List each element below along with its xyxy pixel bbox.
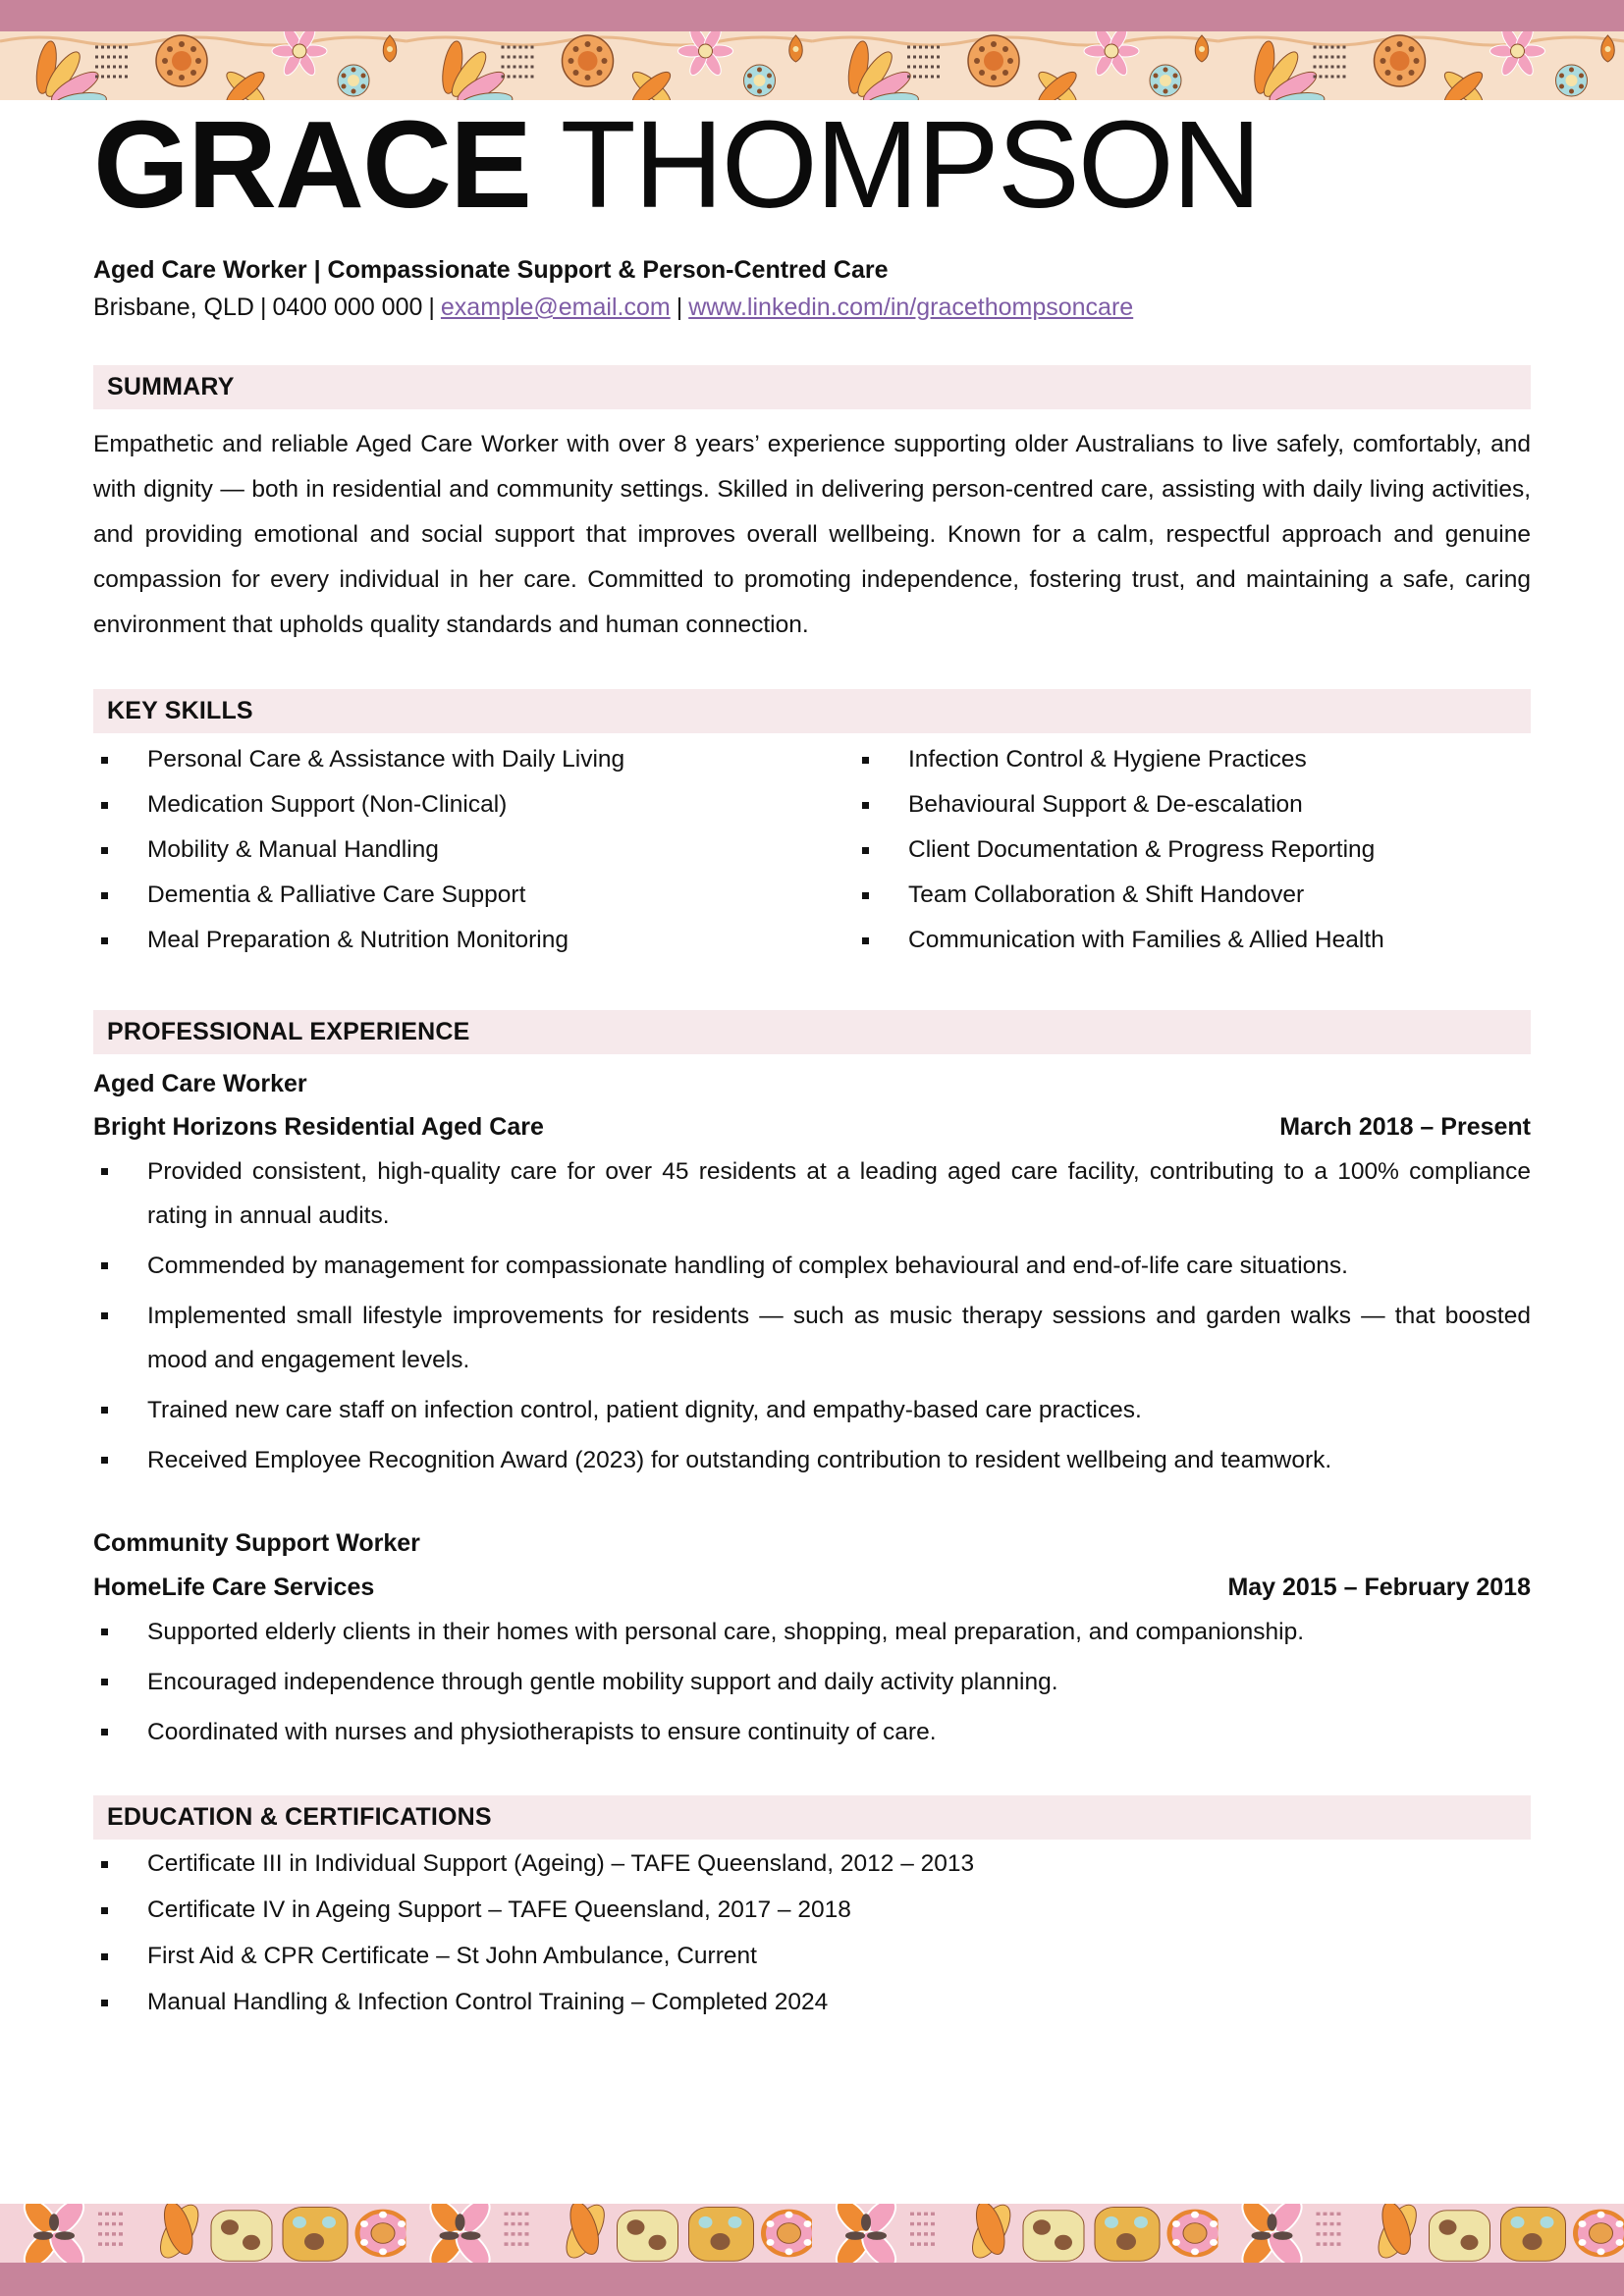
list-item	[93, 1710, 1531, 1754]
company-row	[93, 1113, 1531, 1142]
bullet-square-icon	[862, 802, 869, 809]
bullet-square-icon	[101, 1312, 108, 1319]
list-item	[93, 1244, 1531, 1288]
bullet-text: Provided consistent, high-quality care for over 45 residents at a leading aged care facility, contributing to a 100% compliance rating in annual audits.	[147, 1158, 1531, 1230]
key-skills-left-column	[93, 743, 835, 969]
bullet-text: Commended by management for compassionate handling of complex behavioural and end-of-life care situations.	[147, 1253, 1348, 1280]
bullet-square-icon	[101, 757, 108, 764]
bottom-accent-bar	[0, 2263, 1624, 2296]
last-name: THOMPSON	[560, 95, 1260, 234]
key-skills-section-heading: KEY SKILLS	[93, 689, 1531, 733]
list-item	[854, 924, 1531, 957]
education-item-text: Manual Handling & Infection Control Training – Completed 2024	[147, 1988, 829, 2015]
skill-label: Personal Care & Assistance with Daily Living	[147, 745, 625, 773]
skill-label: Communication with Families & Allied Health	[908, 926, 1384, 953]
bullet-square-icon	[862, 847, 869, 854]
floral-border-top	[0, 31, 1624, 100]
bullet-text: Trained new care staff on infection control, patient dignity, and empathy-based care practices.	[147, 1397, 1142, 1424]
bullet-square-icon	[101, 2000, 108, 2006]
list-item	[93, 1940, 1531, 1973]
contact-divider: |	[428, 294, 435, 322]
education-section-heading: EDUCATION & CERTIFICATIONS	[93, 1795, 1531, 1840]
bullet-square-icon	[862, 892, 869, 899]
company-row	[93, 1574, 1531, 1602]
bullet-square-icon	[862, 757, 869, 764]
bullet-square-icon	[101, 847, 108, 854]
skill-label: Team Collaboration & Shift Handover	[908, 881, 1305, 908]
bullet-square-icon	[101, 1907, 108, 1914]
list-item	[93, 1388, 1531, 1432]
floral-border-bottom	[0, 2204, 1624, 2263]
list-item	[854, 743, 1531, 776]
bullet-square-icon	[101, 1679, 108, 1685]
job-bullet-list	[93, 1610, 1531, 1754]
page-title	[93, 95, 1531, 234]
list-item	[93, 1847, 1531, 1881]
list-item	[854, 833, 1531, 867]
education-list	[93, 1847, 1531, 2019]
bullet-text: Encouraged independence through gentle mobility support and daily activity planning.	[147, 1668, 1058, 1695]
education-item-text: Certificate IV in Ageing Support – TAFE Queensland, 2017 – 2018	[147, 1896, 851, 1923]
experience-section-heading: PROFESSIONAL EXPERIENCE	[93, 1010, 1531, 1054]
bullet-square-icon	[101, 1262, 108, 1269]
contact-line	[93, 292, 1531, 324]
job-dates: May 2015 – February 2018	[1227, 1573, 1531, 1601]
skill-label: Meal Preparation & Nutrition Monitoring	[147, 926, 568, 953]
bullet-square-icon	[862, 937, 869, 944]
bullet-text: Implemented small lifestyle improvements for residents — such as music therapy sessions and garden walks — that boosted mood and engagement levels.	[147, 1303, 1531, 1374]
list-item	[93, 833, 835, 867]
list-item	[93, 924, 835, 957]
summary-text: Empathetic and reliable Aged Care Worker with over 8 years’ experience supporting older Australians to live safely, comfortably, and with dignity — both in residential and community settings. Skilled in delivering person-centred care, assisting with daily living activities, and providing emotional and social support that improves overall wellbeing. Known for a calm, respectful approach and genuine compassion for every individual in her care. Committed to promoting independence, fostering trust, and maintaining a safe, caring environment that upholds quality standards and human connection.	[93, 430, 1531, 638]
education-item-text: Certificate III in Individual Support (Ageing) – TAFE Queensland, 2012 – 2013	[147, 1849, 975, 1877]
summary-section-heading: SUMMARY	[93, 365, 1531, 409]
bullet-square-icon	[101, 1953, 108, 1960]
bullet-square-icon	[101, 892, 108, 899]
contact-location: Brisbane, QLD	[93, 294, 254, 322]
skill-label: Infection Control & Hygiene Practices	[908, 745, 1307, 773]
list-item	[93, 788, 835, 822]
bullet-square-icon	[101, 937, 108, 944]
list-item	[93, 1894, 1531, 1927]
job-dates: March 2018 – Present	[1279, 1113, 1531, 1142]
skill-label: Dementia & Palliative Care Support	[147, 881, 526, 908]
first-name: GRACE	[93, 95, 531, 234]
list-item	[93, 1438, 1531, 1482]
list-item	[93, 1986, 1531, 2019]
bullet-square-icon	[101, 1457, 108, 1464]
list-item	[93, 1660, 1531, 1704]
list-item	[93, 879, 835, 912]
skill-label: Medication Support (Non-Clinical)	[147, 790, 508, 818]
experience-job-2	[93, 1527, 1531, 1754]
education-item-text: First Aid & CPR Certificate – St John Ambulance, Current	[147, 1942, 757, 1969]
company-name: Bright Horizons Residential Aged Care	[93, 1113, 544, 1142]
linkedin-link[interactable]: www.linkedin.com/in/gracethompsoncare	[688, 294, 1134, 322]
bullet-square-icon	[101, 1629, 108, 1635]
bullet-text: Supported elderly clients in their homes with personal care, shopping, meal preparation, and companionship.	[147, 1618, 1305, 1645]
contact-phone: 0400 000 000	[272, 294, 423, 322]
bullet-square-icon	[101, 1407, 108, 1414]
list-item	[93, 743, 835, 776]
list-item	[93, 1149, 1531, 1238]
bullet-text: Coordinated with nurses and physiotherapists to ensure continuity of care.	[147, 1718, 937, 1745]
skill-label: Behavioural Support & De-escalation	[908, 790, 1303, 818]
top-accent-bar	[0, 0, 1624, 31]
bullet-square-icon	[101, 1729, 108, 1735]
bullet-square-icon	[101, 802, 108, 809]
job-bullet-list	[93, 1149, 1531, 1482]
list-item	[93, 1610, 1531, 1654]
skill-label: Client Documentation & Progress Reporting	[908, 835, 1376, 863]
list-item	[93, 1294, 1531, 1382]
list-item	[854, 788, 1531, 822]
experience-job-1	[93, 1068, 1531, 1483]
bullet-square-icon	[101, 1861, 108, 1868]
job-title: Aged Care Worker	[93, 1069, 307, 1097]
company-name: HomeLife Care Services	[93, 1573, 375, 1601]
contact-divider: |	[676, 294, 683, 322]
professional-tagline: Aged Care Worker | Compassionate Support & Person-Centred Care	[93, 255, 889, 284]
bullet-square-icon	[101, 1168, 108, 1175]
skill-label: Mobility & Manual Handling	[147, 835, 439, 863]
job-title: Community Support Worker	[93, 1529, 420, 1558]
email-link[interactable]: example@email.com	[440, 294, 671, 322]
bullet-text: Received Employee Recognition Award (2023) for outstanding contribution to resident wellbeing and teamwork.	[147, 1447, 1332, 1474]
key-skills-right-column	[854, 743, 1531, 969]
key-skills-list	[93, 743, 1531, 969]
list-item	[854, 879, 1531, 912]
contact-divider: |	[259, 294, 267, 322]
